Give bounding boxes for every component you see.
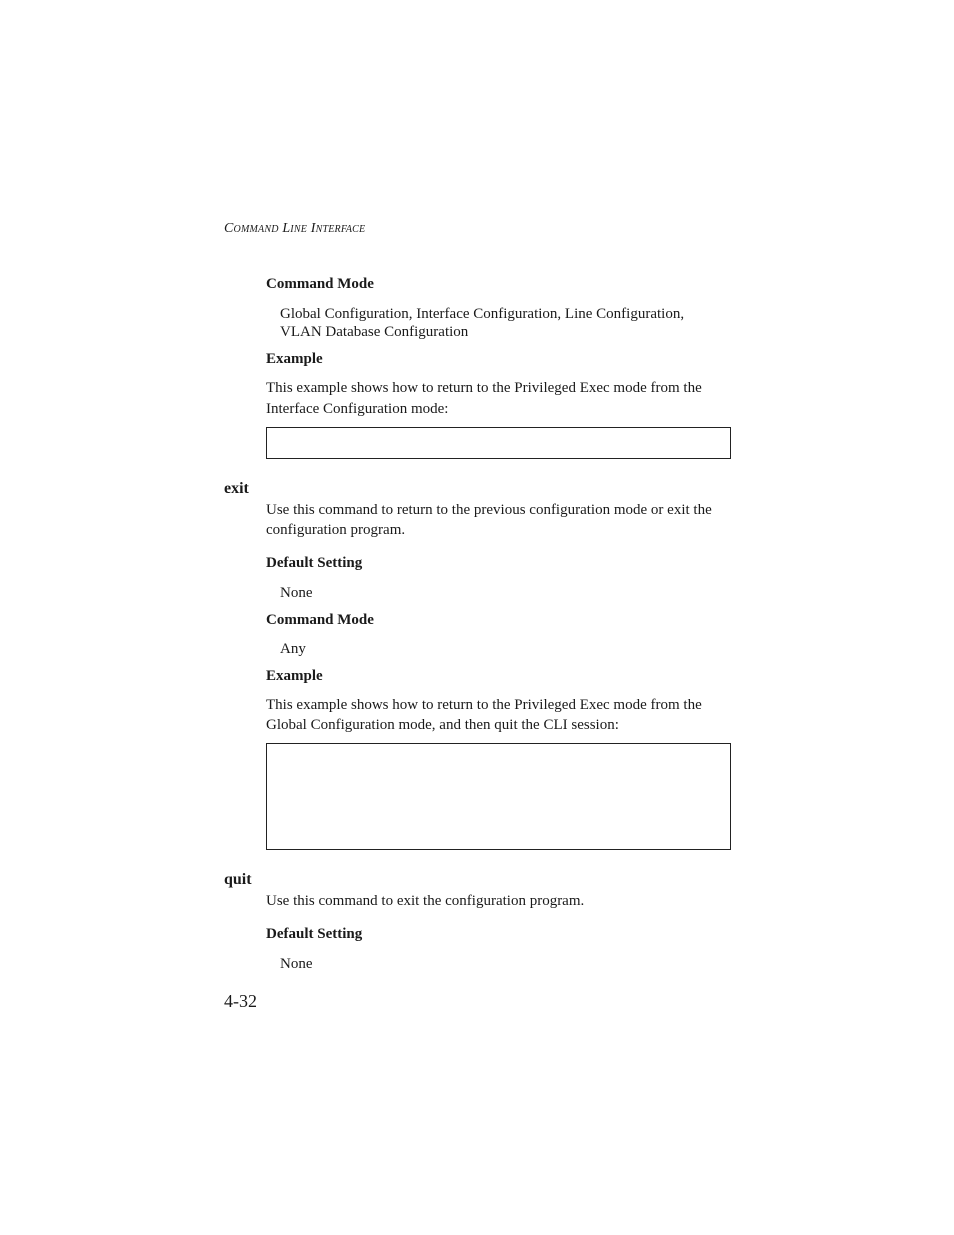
exit-example-description-line2: Global Configuration mode, and then quit the CLI session: bbox=[266, 717, 619, 733]
exit-default-setting-value: None bbox=[280, 585, 313, 601]
command-mode-value-line1: Global Configuration, Interface Configuration, Line Configuration, bbox=[280, 306, 685, 322]
exit-example-description-line1: This example shows how to return to the Privileged Exec mode from the bbox=[266, 697, 702, 713]
quit-description: Use this command to exit the configuration program. bbox=[266, 893, 585, 909]
example-heading: Example bbox=[266, 351, 323, 367]
quit-default-setting-heading: Default Setting bbox=[266, 926, 363, 942]
exit-example-code-box bbox=[266, 743, 731, 850]
example-code-box bbox=[266, 427, 731, 459]
command-mode-heading: Command Mode bbox=[266, 276, 374, 292]
example-description-line1: This example shows how to return to the Privileged Exec mode from the bbox=[266, 380, 702, 396]
exit-command-mode-value: Any bbox=[280, 641, 306, 657]
command-name-exit: exit bbox=[224, 480, 249, 497]
page-number: 4-32 bbox=[224, 991, 257, 1011]
exit-default-setting-heading: Default Setting bbox=[266, 555, 363, 571]
quit-default-setting-value: None bbox=[280, 956, 313, 972]
running-head: Command Line Interface bbox=[224, 221, 366, 236]
exit-description-line1: Use this command to return to the previous configuration mode or exit the bbox=[266, 502, 712, 518]
example-description-line2: Interface Configuration mode: bbox=[266, 401, 449, 417]
command-name-quit: quit bbox=[224, 871, 252, 888]
exit-description-line2: configuration program. bbox=[266, 522, 406, 538]
exit-example-heading: Example bbox=[266, 668, 323, 684]
exit-command-mode-heading: Command Mode bbox=[266, 612, 374, 628]
command-mode-value-line2: VLAN Database Configuration bbox=[280, 324, 469, 340]
